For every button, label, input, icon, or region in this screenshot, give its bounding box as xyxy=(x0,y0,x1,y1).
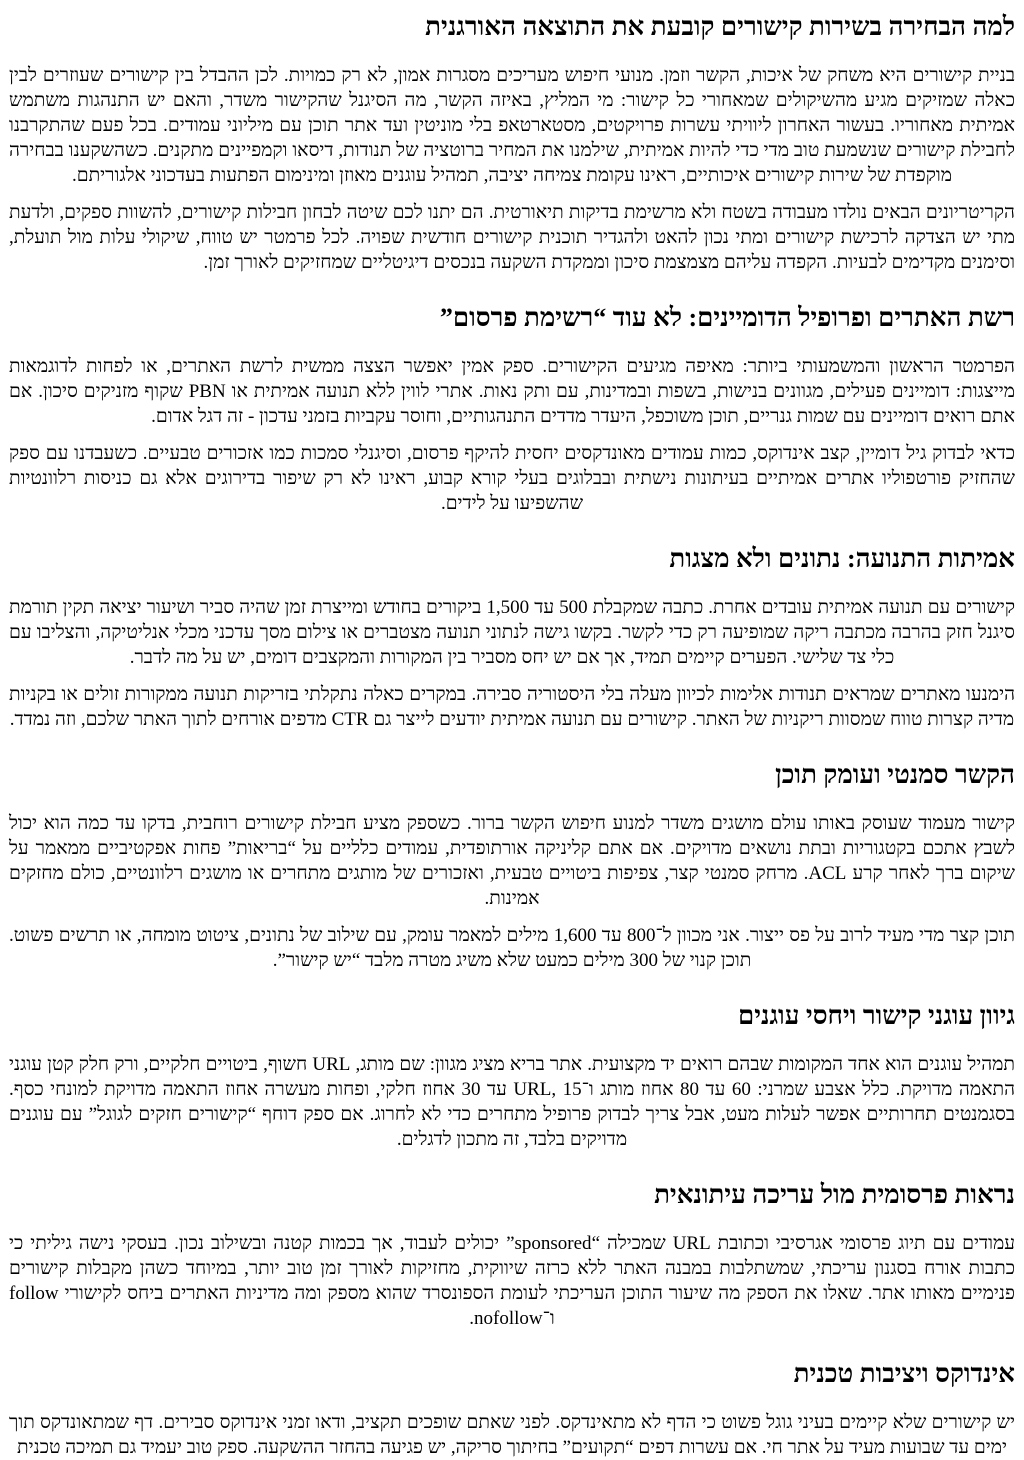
section-heading-anchor-diversity: גיוון עוגני קישור ויחסי עוגנים xyxy=(737,1001,1015,1030)
paragraph: הפרמטר הראשון והמשמעותי ביותר: מאיפה מגיעים הקישורים. ספק אמין יאפשר הצצה ממשית לרשת האתרים, או לפחות לדוגמאות מייצגות: דומיינים פעילים, מגוונים בנישות, בשפות ובמדינות, עם ותק נאות. אתרי לווין ללא תנועה אמיתית או PBN שקוף מזניקים סיכון. אם אתם רואים דומיינים עם שמות גנריים, תוכן משוכפל, היעדר מדדים התנהגותיים, וחוסר עקביות בזמני עדכון - זה דגל אדום. xyxy=(9,356,1016,427)
paragraph: כדאי לבדוק גיל דומיין, קצב אינדוקס, כמות עמודים מאונדקסים יחסית להיקף פרסום, וסיגנלי סמכות כמו אזכורים טבעיים. כשעבדנו עם ספק שהחזיק פורטפוליו אתרים אמיתיים בעיתונות נישתית ובבלוגים בעלי קורא קבוע, ראינו לא רק שיפור בדירוגים אלא גם כניסות רלוונטיות שהשפיעו על לידים. xyxy=(9,443,1015,514)
paragraph: תוכן קצר מדי מעיד לרוב על פס ייצור. אני מכוון ל־800 עד 1,600 מילים למאמר עומק, עם שילוב של נתונים, ציטוט מומחה, או תרשים פשוט. תוכן קנוי של 300 מילים כמעט שלא משיג מטרה מלבד “יש קישור”. xyxy=(9,925,1015,971)
paragraph: יש קישורים שלא קיימים בעיני גוגל פשוט כי הדף לא מתאינדקס. לפני שאתם שופכים תקציב, ודאו זמני אינדוקס סבירים. דף שמתאונדקס תוך ימים עד שבועות מעיד על אתר חי. אם עשרות דפים “תקועים” בחיתוך סריקה, יש פגיעה בהחזר ההשקעה. ספק טוב יעמיד גם תמיכה טכנית xyxy=(9,1412,1015,1458)
document-page xyxy=(9,10,1015,1460)
section-heading-traffic-authenticity: אמיתות התנועה: נתונים ולא מצגות xyxy=(669,544,1015,573)
paragraph: הימנעו מאתרים שמראים תנודות אלימות לכיוון מעלה בלי היסטוריה סבירה. במקרים כאלה נתקלתי בזריקות תנועה ממקורות זולים או בקניות מדיה קצרות טווח שמסוות ריקניות של האתר. קישורים עם תנועה אמיתית יודעים לייצר גם CTR מדפים אורחים לתוך האתר שלכם, וזה נמדד. xyxy=(9,684,1015,730)
section-heading-indexing-technical-stability: אינדוקס ויציבות טכנית xyxy=(793,1359,1015,1388)
section-heading-why-link-service-choice: למה הבחירה בשירות קישורים קובעת את התוצאה האורגנית xyxy=(425,12,1015,41)
paragraph: קישורים עם תנועה אמיתית עובדים אחרת. כתבה שמקבלת 500 עד 1,500 ביקורים בחודש ומייצרת זמן שהיה סביר ושיעור יציאה תקין תורמת סיגנל חזק בהרבה מכתבה ריקה שמופיעה רק כדי לקשר. בקשו גישה לנתוני תנועה מצטברים או צילום מסך עדכני מכלי אנליטיקה, והצליבו עם כלי צד שלישי. הפערים קיימים תמיד, אך אם יש יחס מסביר בין המקורות והמקצבים דומים, יש על מה לדבר. xyxy=(9,597,1015,668)
section-heading-site-network-domain-profile: רשת האתרים ופרופיל הדומיינים: לא עוד “רשימת פרסום” xyxy=(439,303,1015,332)
section-heading-sponsored-vs-editorial: נראות פרסומית מול עריכה עיתונאית xyxy=(654,1180,1015,1209)
paragraph: הקריטריונים הבאים נולדו מעבודה בשטח ולא מרשימת בדיקות תיאורטית. הם יתנו לכם שיטה לבחון חבילות קישורים, להשוות ספקים, ולדעת מתי יש הצדקה לרכישת קישורים ומתי נכון להאט ולהגדיר תוכנית קישורים חודשית שפויה. לכל פרמטר יש טווח, שיקולי עלות מול תועלת, וסימנים מקדימים לבעיות. הקפדה עליהם מצמצמת סיכון וממקדת השקעה בנכסים דיגיטליים שמחזיקים לאורך זמן. xyxy=(9,202,1015,273)
paragraph: בניית קישורים היא משחק של איכות, הקשר וזמן. מנועי חיפוש מעריכים מסגרות אמון, לא רק כמויות. לכן ההבדל בין קישורים שעוזרים לבין כאלה שמזיקים מגיע מהשיקולים שמאחורי כל קישור: מי המליץ, באיזה הקשר, מה הסיגנל שהקישור משדר, והאם יש התנהגות משתמש אמיתית מאחוריו. בעשור האחרון ליוויתי עשרות פרויקטים, מסטארטאפ בלי מוניטין ועד אתר תוכן עם מיליוני עמודים. בכל פעם שהתקרבנו לחבילת קישורים שנשמעת טוב מדי כדי להיות אמיתית, שילמנו את המחיר ברוטציה של תנודות, דיסאו וקמפיינים מתקנים. כשהשקענו בבחירה מוקפדת של שירות קישורים איכותיים, ראינו עקומת צמיחה יציבה, תמהיל עוגנים מאוזן ומינימום הפתעות בעדכוני אלגוריתם. xyxy=(9,65,1015,186)
paragraph: עמודים עם תיוג פרסומי אגרסיבי וכתובת URL שמכילה “sponsored” יכולים לעבוד, אך בכמות קטנה ובשילוב נכון. בעסקי נישה גיליתי כי כתבות אורח בסגנון עריכתי, שמשתלבות במבנה האתר ללא כרזה שיווקית, מחזיקות לאורך זמן טוב יותר, במיוחד כשהן מקבלות קישורים פנימיים מאותו אתר. שאלו את הספק מה שיעור התוכן העריכתי לעומת הספונסרד שהוא מספק ומה מדיניות האתרים ביחס לקישורי follow ו־nofollow. xyxy=(9,1233,1015,1329)
paragraph: תמהיל עוגנים הוא אחד המקומות שבהם רואים יד מקצועית. אתר בריא מציג מגוון: שם מותג, URL חשוף, ביטויים חלקיים, ורק חלק קטן עוגני התאמה מדויקת. כלל אצבע שמרני: 60 עד 80 אחוז מותג ו־URL, 15 עד 30 אחוז חלקי, ופחות מעשרה אחוז התאמה מדויקת למונחי כסף. בסגמנטים תחרותיים אפשר לעלות מעט, אבל צריך לבדוק פרופיל מתחרים כדי לא לחרוג. אם ספק דוחף “קישורים חזקים לגוגל” עם עוגנים מדויקים בלבד, זה מתכון לדגלים. xyxy=(9,1054,1016,1150)
paragraph: קישור מעמוד שעוסק באותו עולם מושגים משדר למנוע חיפוש הקשר ברור. כשספק מציע חבילת קישורים רוחבית, בדקו עד כמה הוא יכול לשבץ אתכם בקטגוריות ובתת נושאים מדויקים. אם אתם קליניקה אורתופדית, עמודים כלליים על “בריאות” פחות אפקטיביים ממאמר על שיקום ברך לאחר קרע ACL. מרחק סמנטי קצר, צפיפות ביטויים טבעית, ואזכורים של מותגים מתחרים או מושגים רלוונטיים, כולם מחזקים אמינות. xyxy=(9,813,1015,909)
section-heading-semantic-context-content-depth: הקשר סמנטי ועומק תוכן xyxy=(775,760,1015,789)
